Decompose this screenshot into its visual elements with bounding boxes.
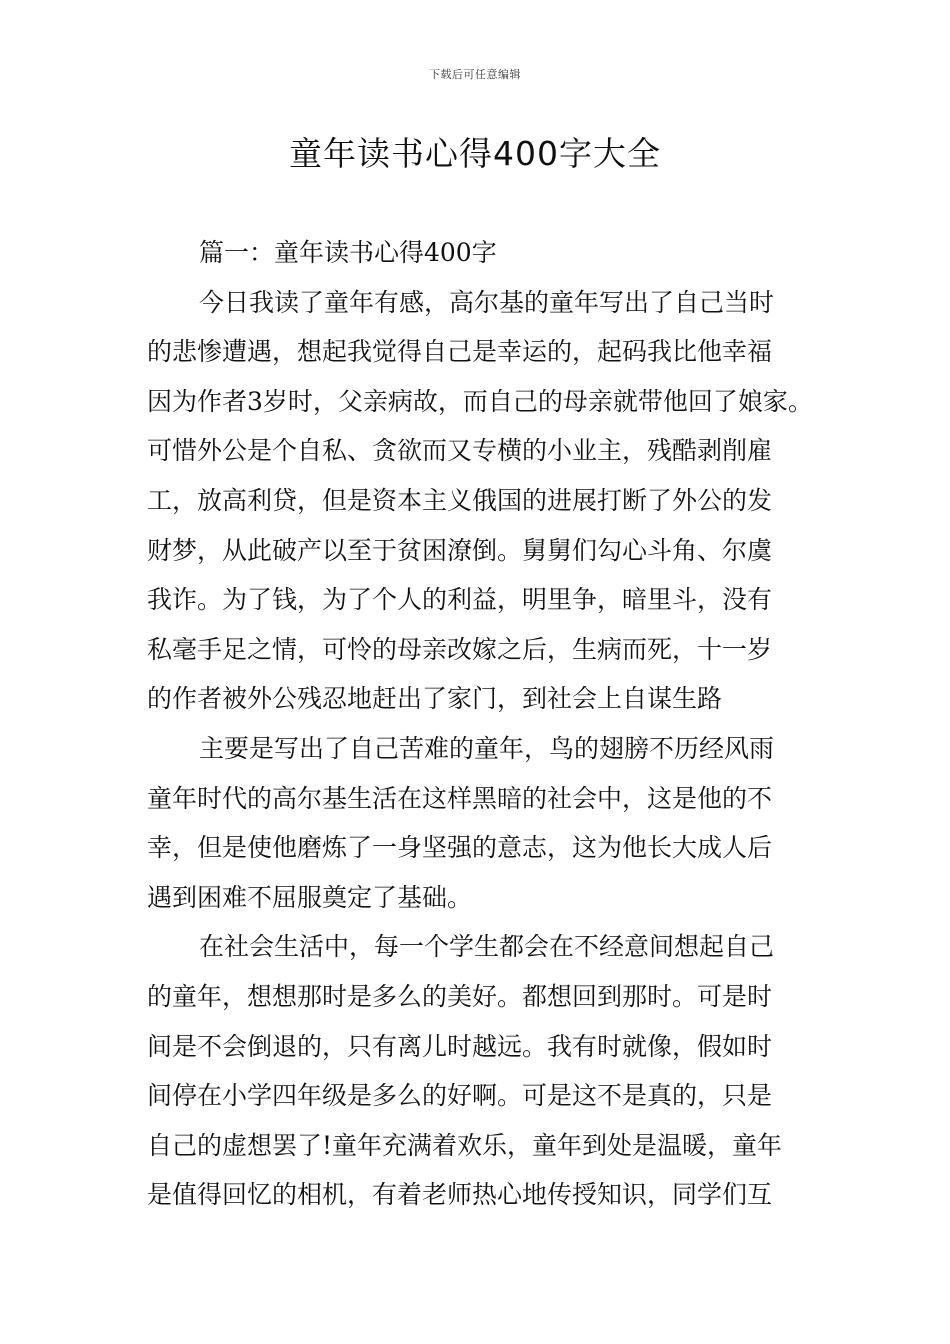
text-line: 幸，但是使他磨炼了一身坚强的意志，这为他长大成人后 <box>147 833 773 863</box>
text-line: 的悲惨遭遇，想起我觉得自己是幸运的，起码我比他幸福 <box>147 337 773 367</box>
text-line: 主要是写出了自己苦难的童年，鸟的翅膀不历经风雨 <box>199 733 775 763</box>
text-line: 遇到困难不屈服奠定了基础。 <box>147 882 473 912</box>
text-line: 今日我读了童年有感，高尔基的童年写出了自己当时 <box>199 287 775 317</box>
text-line: 财梦，从此破产以至于贫困潦倒。舅舅们勾心斗角、尔虞 <box>147 535 773 565</box>
text-line: 在社会生活中，每一个学生都会在不经意间想起自己 <box>199 932 775 962</box>
text-line: 工，放高利贷，但是资本主义俄国的进展打断了外公的发 <box>147 485 773 515</box>
text-line: 是值得回忆的相机，有着老师热心地传授知识，同学们互 <box>147 1180 773 1210</box>
text-line: 间是不会倒退的，只有离儿时越远。我有时就像，假如时 <box>147 1031 773 1061</box>
text-line: 自己的虚想罢了!童年充满着欢乐，童年到处是温暖，童年 <box>147 1130 783 1160</box>
text-line: 可惜外公是个自私、贪欲而又专横的小业主，残酷剥削雇 <box>147 436 773 466</box>
text-line: 间停在小学四年级是多么的好啊。可是这不是真的，只是 <box>147 1081 773 1111</box>
page-header-note: 下载后可任意编辑 <box>429 68 521 81</box>
text-line: 的童年，想想那时是多么的美好。都想回到那时。可是时 <box>147 981 773 1011</box>
document-body <box>147 228 817 1220</box>
text-line: 我诈。为了钱，为了个人的利益，明里争，暗里斗，没有 <box>147 585 773 615</box>
text-line: 童年时代的高尔基生活在这样黑暗的社会中，这是他的不 <box>147 783 773 813</box>
text-line: 的作者被外公残忍地赶出了家门，到社会上自谋生路 <box>147 684 723 714</box>
text-line: 篇一：童年读书心得400字 <box>199 238 497 267</box>
text-line: 私毫手足之情，可怜的母亲改嫁之后，生病而死，十一岁 <box>147 634 773 664</box>
text-line: 因为作者3岁时，父亲病故，而自己的母亲就带他回了娘家。 <box>147 386 813 416</box>
document-title: 童年读书心得400字大全 <box>289 134 661 173</box>
